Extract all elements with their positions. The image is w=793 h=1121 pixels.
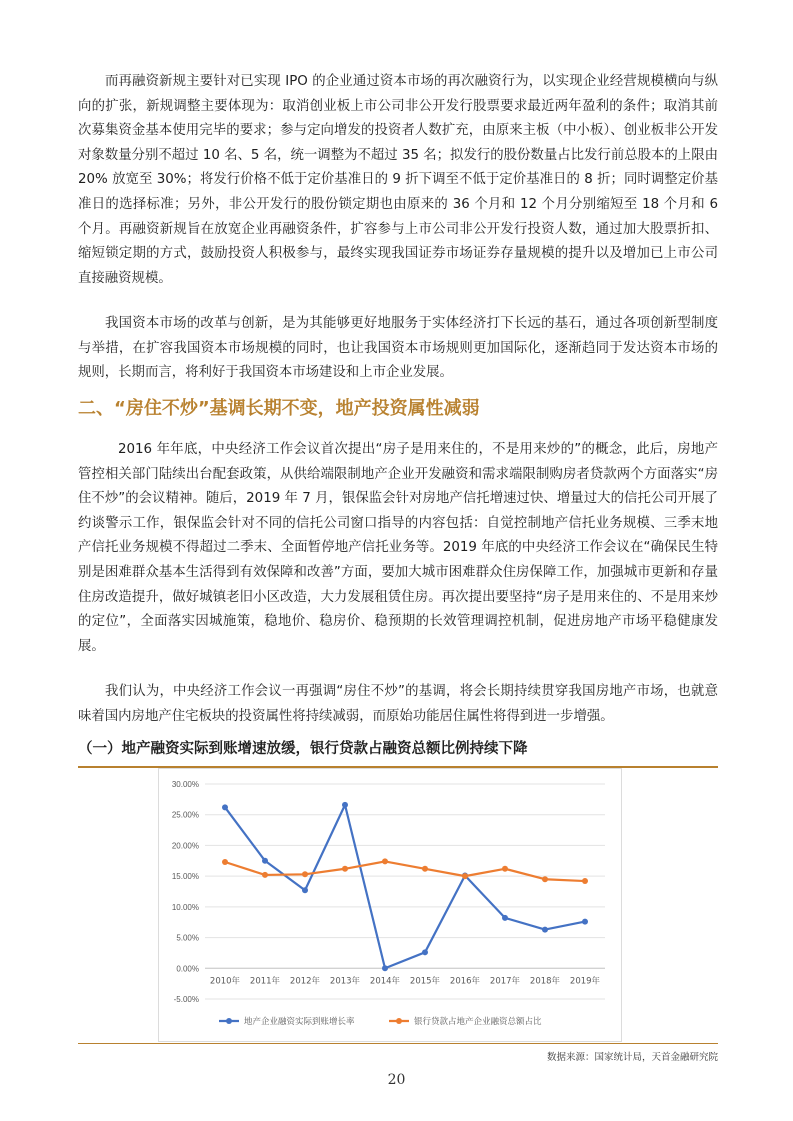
line-chart [159,769,621,1041]
y-tick-label: -5.00% [173,995,199,1004]
x-tick-label: 2010年 [209,976,241,987]
data-point-series-1 [262,858,268,864]
x-tick-label: 2014年 [369,976,401,987]
paragraph-housing-policy: 2016 年年底，中央经济工作会议首次提出“房子是用来住的，不是用来炒的”的概念，此后，房地产管控相关部门陆续出台配套政策，从供给端限制地产企业开发融资和需求端限制购房者贷款两个方面落实“房住不炒”的会议精神。随后，2019 年 7 月，银保监会针对房地产信托增速过快、增量过大的信托公司开展了约谈警示工作，银保监会针对不同的信托公司窗口指导的内容包括：自觉控制地产信托业务规模、三季末地产信托业务规模不得超过二季末、全面暂停地产信托业务等。2019 年底的中央经济工作会议在“确保民生特别是困难群众基本生活得到有效保障和改善”方面，要加大城市困难群众住房保障工作，加强城市更新和存量住房改造提升，做好城镇老旧小区改造，大力发展租赁住房。再次提出要坚持“房子是用来住的、不是用来炒的定位”，全面落实因城施策，稳地价、稳房价、稳预期的长效管理调控机制，促进房地产市场平稳健康发展。 [78,442,718,654]
x-tick-label: 2019年 [569,976,601,987]
legend-swatch-marker [396,1018,402,1024]
data-point-series-2 [382,858,388,864]
legend-swatch-marker [226,1018,232,1024]
subsection-heading: （一）地产融资实际到账增速放缓，银行贷款占融资总额比例持续下降 [78,741,528,757]
paragraph-refinancing: 而再融资新规主要针对已实现 IPO 的企业通过资本市场的再次融资行为，以实现企业经营规模横向与纵向的扩张，新规调整主要体现为：取消创业板上市公司非公开发行股票要求最近两年盈利的条件；取消其前次募集资金基本使用完毕的要求；参与定向增发的投资者人数扩充，由原来主板（中小板）、创业板非公开发对象数量分别不超过 10 名、5 名，统一调整为不超过 35 名；拟发行的股份数量占比发行前总股本的上限由 20% 放宽至 30%；将发行价格不低于定价基准日的 9 折下调至不低于定价基准日的 8 折；同时调整定价基准日的选择标准；另外，非公开发行的股份锁定期也由原来的 36 个月和 12 个月分别缩短至 18 个月和 6 个月。再融资新规旨在放宽企业再融资条件，扩容参与上市公司非公开发行投资人数，通过加大股票折扣、缩短锁定期的方式，鼓励投资人积极参与，最终实现我国证券市场证券存量规模的提升以及增加已上市公司直接融资规模。 [78,74,718,286]
data-point-series-1 [222,804,228,810]
y-tick-label: 5.00% [176,933,199,943]
series-line-1 [225,805,585,968]
section-heading: 二、“房住不炒”基调长期不变，地产投资属性减弱 [78,398,480,419]
y-tick-label: 30.00% [171,780,199,789]
legend-label: 银行贷款占地产企业融资总额占比 [414,1017,542,1027]
data-point-series-2 [502,866,508,872]
x-tick-label: 2018年 [529,976,561,987]
data-point-series-2 [422,866,428,872]
data-point-series-2 [302,871,308,877]
data-source: 数据来源：国家统计局，天首金融研究院 [546,1052,718,1063]
x-tick-label: 2013年 [329,976,361,987]
x-tick-label: 2012年 [289,976,321,987]
paragraph-conclusion: 我们认为，中央经济工作会议一再强调“房住不炒”的基调，将会长期持续贯穿我国房地产市场，也就意味着国内房地产住宅板块的投资属性将持续减弱，而原始功能居住属性将得到进一步增强。 [78,684,718,724]
data-point-series-1 [342,802,348,808]
data-point-series-2 [342,866,348,872]
legend-label: 地产企业融资实际到账增长率 [244,1017,355,1027]
chart-panel [158,768,622,1042]
paragraph-capital-market: 我国资本市场的改革与创新，是为其能够更好地服务于实体经济打下长远的基石，通过各项创新型制度与举措，在扩容我国资本市场规模的同时，也让我国资本市场规则更加国际化，逐渐趋同于发达资本市场的规则，长期而言，将利好于我国资本市场建设和上市企业发展。 [78,316,718,381]
y-tick-label: 15.00% [171,872,199,882]
data-point-series-1 [542,927,548,933]
x-tick-label: 2015年 [409,976,441,987]
data-point-series-1 [302,887,308,893]
data-point-series-2 [262,872,268,878]
x-tick-label: 2017年 [489,976,521,987]
footer-divider [78,1043,718,1044]
y-tick-label: 0.00% [176,964,199,974]
data-point-series-1 [582,919,588,925]
y-tick-label: 20.00% [171,841,199,851]
data-point-series-2 [542,876,548,882]
data-point-series-2 [582,878,588,884]
data-point-series-2 [222,859,228,865]
page-number: 20 [387,1072,406,1088]
x-tick-label: 2016年 [449,976,481,987]
y-tick-label: 25.00% [171,810,199,820]
data-point-series-2 [462,873,468,879]
data-point-series-1 [502,915,508,921]
data-point-series-1 [422,949,428,955]
data-point-series-1 [382,965,388,971]
y-tick-label: 10.00% [171,902,199,912]
x-tick-label: 2011年 [249,976,281,987]
